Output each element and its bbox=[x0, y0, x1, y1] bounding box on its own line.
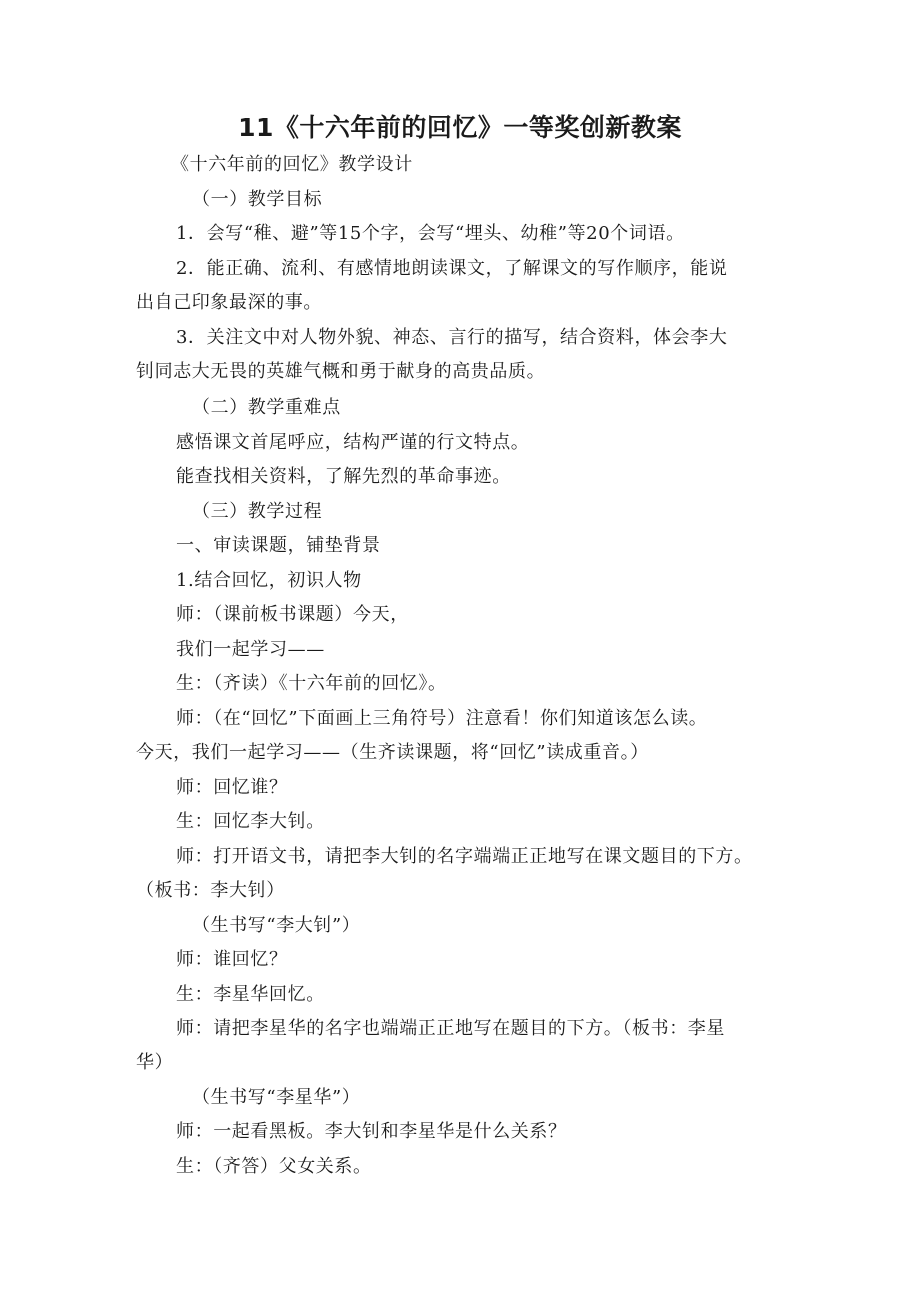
text-line: 华） bbox=[136, 1052, 174, 1073]
text-line: 生：（齐答）父女关系。 bbox=[176, 1156, 372, 1177]
text-line: 1.结合回忆，初识人物 bbox=[176, 570, 362, 591]
text-line: （生书写“李大钊”） bbox=[192, 915, 361, 936]
text-line: 1．会写“稚、避”等15个字，会写“埋头、幼稚”等20个词语。 bbox=[176, 223, 685, 244]
text-line: （生书写“李星华”） bbox=[192, 1087, 361, 1108]
text-line: 出自己印象最深的事。 bbox=[136, 292, 322, 313]
text-line: 师：请把李星华的名字也端端正正地写在题目的下方。（板书：李星 bbox=[176, 1018, 725, 1039]
text-line: 钊同志大无畏的英雄气概和勇于献身的高贵品质。 bbox=[136, 361, 546, 382]
document-title: 11《十六年前的回忆》一等奖创新教案 bbox=[238, 113, 682, 142]
text-line: 我们一起学习—— bbox=[176, 639, 325, 660]
section-heading: （一）教学目标 bbox=[192, 189, 323, 210]
text-line: 2．能正确、流利、有感情地朗读课文，了解课文的写作顺序，能说 bbox=[176, 258, 728, 279]
text-line: 师：（在“回忆”下面画上三角符号）注意看！你们知道该怎么读。 bbox=[176, 708, 708, 729]
text-line: 师：（课前板书课题）今天， bbox=[176, 604, 409, 625]
text-line: 感悟课文首尾呼应，结构严谨的行文特点。 bbox=[176, 432, 530, 453]
text-line: 今天，我们一起学习——（生齐读课题，将“回忆”读成重音。） bbox=[136, 742, 649, 763]
text-line: 能查找相关资料，了解先烈的革命事迹。 bbox=[176, 466, 511, 487]
text-line: 一、审读课题，铺垫背景 bbox=[176, 535, 381, 556]
section-heading: （三）教学过程 bbox=[192, 501, 323, 522]
text-line: （板书：李大钊） bbox=[136, 880, 285, 901]
text-line: 师：回忆谁？ bbox=[176, 777, 288, 798]
text-line: 师：谁回忆？ bbox=[176, 949, 288, 970]
section-heading: （二）教学重难点 bbox=[192, 397, 341, 418]
text-line: 3．关注文中对人物外貌、神态、言行的描写，结合资料，体会李大 bbox=[176, 327, 728, 348]
text-line: 生：李星华回忆。 bbox=[176, 984, 325, 1005]
text-line: 生：（齐读）《十六年前的回忆》。 bbox=[176, 673, 447, 694]
text-line: 师：一起看黑板。李大钊和李星华是什么关系？ bbox=[176, 1121, 567, 1142]
text-line: 《十六年前的回忆》教学设计 bbox=[171, 154, 413, 175]
text-line: 生：回忆李大钊。 bbox=[176, 811, 325, 832]
text-line: 师：打开语文书，请把李大钊的名字端端正正地写在课文题目的下方。 bbox=[176, 846, 753, 867]
